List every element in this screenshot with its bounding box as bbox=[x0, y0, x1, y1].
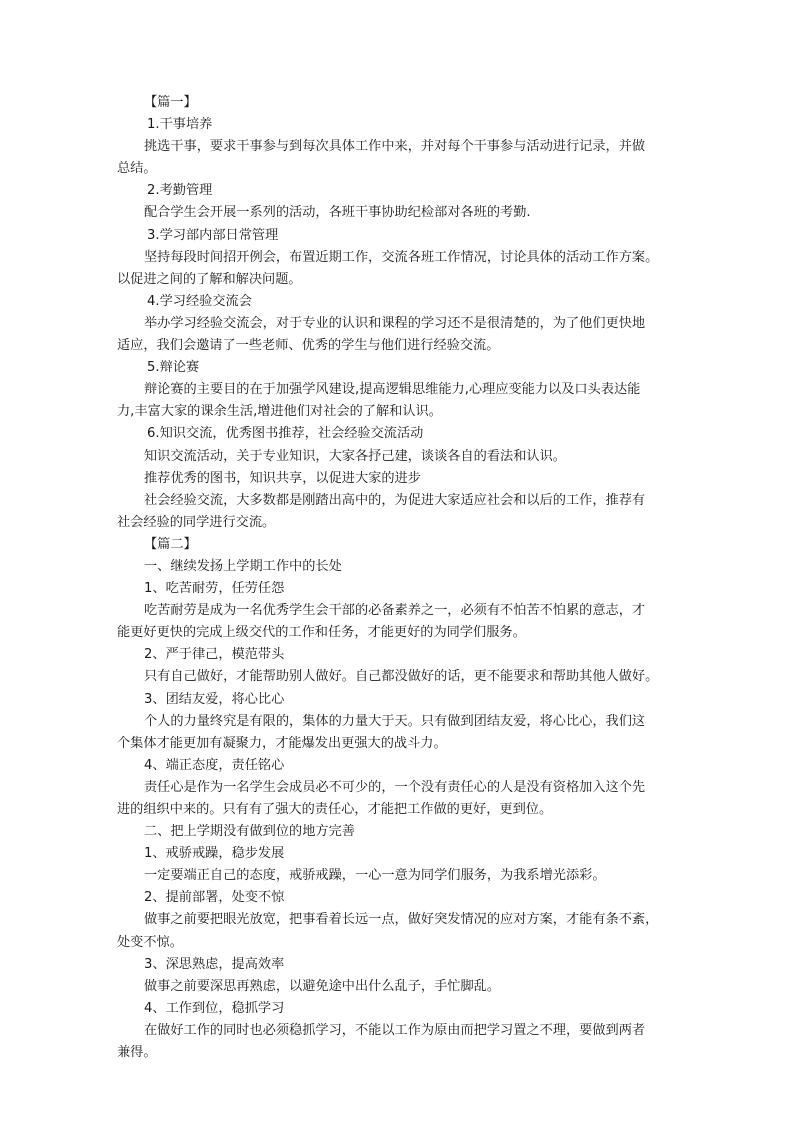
text-line: 推荐优秀的图书，知识共享，以促进大家的进步 bbox=[144, 470, 421, 486]
subsection-title: 3.学习部内部日常管理 bbox=[147, 227, 279, 243]
text-line: 2、严于律己，模范带头 bbox=[144, 647, 285, 663]
paragraph-continuation-line: 适应，我们会邀请了一些老师、优秀的学生与他们进行经验交流。 bbox=[117, 338, 500, 354]
paragraph-continuation-line: 进的组织中来的。只有有了强大的责任心，才能把工作做的更好，更到位。 bbox=[117, 802, 553, 817]
paragraph bbox=[117, 711, 682, 755]
paragraph bbox=[117, 313, 682, 357]
text-line: 1、戒骄戒躁，稳步发展 bbox=[144, 846, 285, 862]
paragraph-first-line: 吃苦耐劳是成为一名优秀学生会干部的必备素养之一，必须有不怕苦不怕累的意志，才 bbox=[144, 603, 646, 619]
paragraph-first-line: 挑选干事，要求干事参与到每次具体工作中来，并对每个干事参与活动进行记录，并做 bbox=[144, 139, 646, 155]
paragraph bbox=[117, 136, 682, 180]
paragraph-first-line: 做事之前要把眼光放宽，把事看着长远一点，做好突发情况的应对方案，才能有条不紊， bbox=[144, 912, 659, 928]
text-line: 二、把上学期没有做到位的地方完善 bbox=[144, 824, 355, 840]
paragraph bbox=[117, 1020, 682, 1064]
text-line: 4、工作到位，稳抓学习 bbox=[144, 1000, 285, 1016]
paragraph-continuation-line: 社会经验的同学进行交流。 bbox=[117, 514, 276, 530]
paragraph-continuation-line: 个集体才能更加有凝聚力，才能爆发出更强大的战斗力。 bbox=[117, 735, 447, 751]
paragraph-first-line: 举办学习经验交流会，对于专业的认识和课程的学习还不是很清楚的，为了他们更快地 bbox=[144, 315, 646, 331]
paragraph-first-line: 责任心是作为一名学生会成员必不可少的，一个没有责任心的人是没有资格加入这个先 bbox=[144, 779, 646, 795]
text-line: 一定要端正自己的态度，戒骄戒躁，一心一意为同学们服务，为我系增光添彩。 bbox=[144, 868, 606, 884]
paragraph-first-line: 在做好工作的同时也必须稳抓学习，不能以工作为原由而把学习置之不理，要做到两者 bbox=[144, 1022, 646, 1038]
text-line: 2、提前部署，处变不惊 bbox=[144, 890, 285, 906]
subsection-title: 5.辩论赛 bbox=[147, 360, 200, 376]
section-heading: 【篇一】 bbox=[144, 95, 197, 110]
paragraph-first-line: 辩论赛的主要目的在于加强学风建设,提高逻辑思维能力,心理应变能力以及口头表达能 bbox=[144, 382, 641, 398]
paragraph-first-line: 社会经验交流，大多数都是刚踏出高中的，为促进大家适应社会和以后的工作，推荐有 bbox=[144, 492, 646, 508]
paragraph-continuation-line: 总结。 bbox=[117, 161, 157, 177]
text-line: 配合学生会开展一系列的活动，各班干事协助纪检部对各班的考勤. bbox=[144, 205, 531, 221]
text-line: 3、团结友爱，将心比心 bbox=[144, 691, 285, 707]
text-line: 只有自己做好，才能帮助别人做好。自己都没做好的话，更不能要求和帮助其他人做好。 bbox=[144, 669, 659, 685]
paragraph bbox=[117, 600, 682, 644]
paragraph bbox=[117, 490, 682, 534]
text-line: 3、深思熟虑，提高效率 bbox=[144, 956, 285, 972]
paragraph bbox=[117, 379, 682, 423]
text-line: 1、吃苦耐劳，任劳任怨 bbox=[144, 581, 285, 597]
paragraph-continuation-line: 处变不惊。 bbox=[117, 934, 183, 950]
paragraph-continuation-line: 能更好更快的完成上级交代的工作和任务，才能更好的为同学们服务。 bbox=[117, 625, 526, 641]
subsection-title: 2.考勤管理 bbox=[147, 183, 213, 199]
text-line: 一、继续发扬上学期工作中的长处 bbox=[144, 558, 342, 574]
paragraph bbox=[117, 777, 682, 821]
text-line: 知识交流活动，关于专业知识，大家各抒己建，谈谈各自的看法和认识。 bbox=[144, 448, 566, 464]
text-line: 做事之前要深思再熟虑，以避免途中出什么乱子，手忙脚乱。 bbox=[144, 978, 501, 994]
paragraph-continuation-line: 力,丰富大家的课余生活,增进他们对社会的了解和认识。 bbox=[117, 404, 442, 420]
subsection-title: 4.学习经验交流会 bbox=[147, 293, 252, 309]
paragraph-first-line: 个人的力量终究是有限的，集体的力量大于天。只有做到团结友爱，将心比心，我们这 bbox=[144, 713, 646, 729]
document-body bbox=[117, 92, 682, 1064]
section-heading: 【篇二】 bbox=[144, 536, 197, 552]
subsection-title: 1.干事培养 bbox=[147, 117, 213, 133]
text-line: 4、端正态度，责任铭心 bbox=[144, 757, 285, 773]
subsection-title: 6.知识交流，优秀图书推荐，社会经验交流活动 bbox=[147, 426, 424, 442]
paragraph-continuation-line: 以促进之间的了解和解决问题。 bbox=[117, 271, 302, 287]
paragraph bbox=[117, 247, 682, 291]
paragraph-continuation-line: 兼得。 bbox=[117, 1045, 157, 1061]
paragraph bbox=[117, 909, 682, 953]
paragraph-first-line: 坚持每段时间招开例会，布置近期工作，交流各班工作情况，讨论具体的活动工作方案。 bbox=[144, 249, 659, 265]
